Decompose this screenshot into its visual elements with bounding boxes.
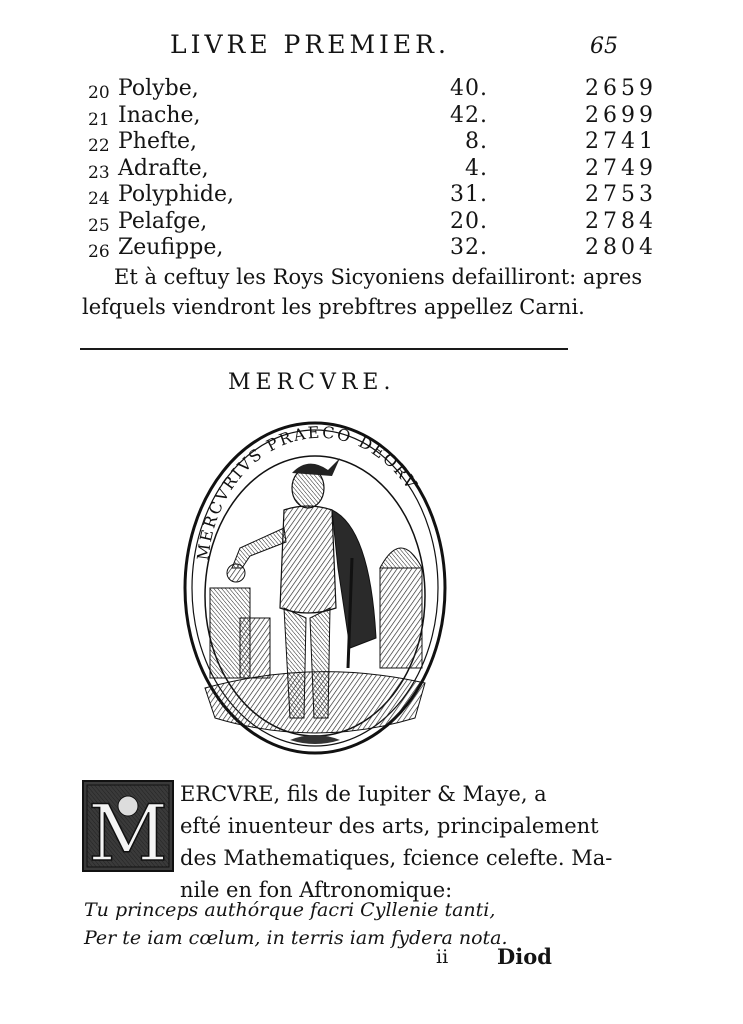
body-line: nile en fon Aftronomique: <box>180 878 453 902</box>
king-name: Zeufippe, <box>118 235 224 260</box>
paragraph-line: Et à ceftuy les Roys Sicyoniens defailliront: apres <box>114 265 643 289</box>
year-of-world: 2753 <box>585 182 657 207</box>
reign-years: 32. <box>450 235 488 260</box>
row-number: 20 <box>88 83 110 103</box>
section-divider <box>80 348 568 350</box>
table-row <box>88 235 657 262</box>
table-row <box>88 208 657 236</box>
row-number: 23 <box>88 162 110 183</box>
reign-years: 8. <box>465 129 488 154</box>
king-name: Inache, <box>118 102 201 128</box>
mercury-paragraph <box>180 778 613 906</box>
reign-years: 40. <box>450 76 488 101</box>
king-name: Adrafte, <box>118 155 209 181</box>
paragraph-sicyonian-kings <box>82 262 643 322</box>
table-row <box>88 155 657 183</box>
dropcap-letter: M <box>88 789 168 872</box>
table-row <box>88 182 657 209</box>
table-row <box>88 76 657 103</box>
year-of-world: 2749 <box>585 155 657 181</box>
year-of-world: 2784 <box>585 208 657 234</box>
row-number: 26 <box>88 242 110 262</box>
king-name: Phefte, <box>118 129 197 154</box>
row-number: 22 <box>88 136 110 156</box>
reign-years: 20. <box>450 208 488 234</box>
reign-years: 31. <box>450 182 488 207</box>
latin-verse <box>84 896 564 952</box>
reign-years: 42. <box>450 102 488 128</box>
medallion-inscription: MERCVRIVS PRAECO DEORV <box>193 422 422 562</box>
king-name: Polyphide, <box>118 182 235 207</box>
row-number: 24 <box>88 189 110 209</box>
year-of-world: 2699 <box>585 102 657 128</box>
verse-line: Per te iam cœlum, in terris iam fydera nota. <box>84 927 508 949</box>
year-of-world: 2804 <box>585 235 657 260</box>
paragraph-line: lefquels viendront les prebftres appellez Carni. <box>82 295 585 319</box>
table-row <box>88 102 657 130</box>
row-number: 21 <box>88 109 110 130</box>
body-line: des Mathematiques, fcience celefte. Ma- <box>180 846 613 870</box>
signature-mark: ii <box>436 946 449 968</box>
year-of-world: 2741 <box>585 129 657 154</box>
reign-years: 4. <box>465 155 488 181</box>
row-number: 25 <box>88 215 110 236</box>
body-line: ERCVRE, fils de Iupiter & Maye, a <box>180 782 547 806</box>
section-title: MERCVRE. <box>228 370 396 395</box>
ornamental-initial-m <box>82 780 174 872</box>
catchword: Diod <box>497 944 552 969</box>
body-line: efté inuenteur des arts, principalement <box>180 814 599 838</box>
year-of-world: 2659 <box>585 76 657 101</box>
page-number: 65 <box>590 34 618 59</box>
kings-table <box>88 76 657 262</box>
verse-line: Tu princeps authórque facri Cyllenie tanti, <box>84 899 496 921</box>
mercury-medallion-engraving <box>180 418 450 758</box>
king-name: Pelafge, <box>118 208 208 234</box>
running-head: LIVRE PREMIER. <box>170 30 450 59</box>
table-row <box>88 129 657 156</box>
king-name: Polybe, <box>118 76 199 101</box>
